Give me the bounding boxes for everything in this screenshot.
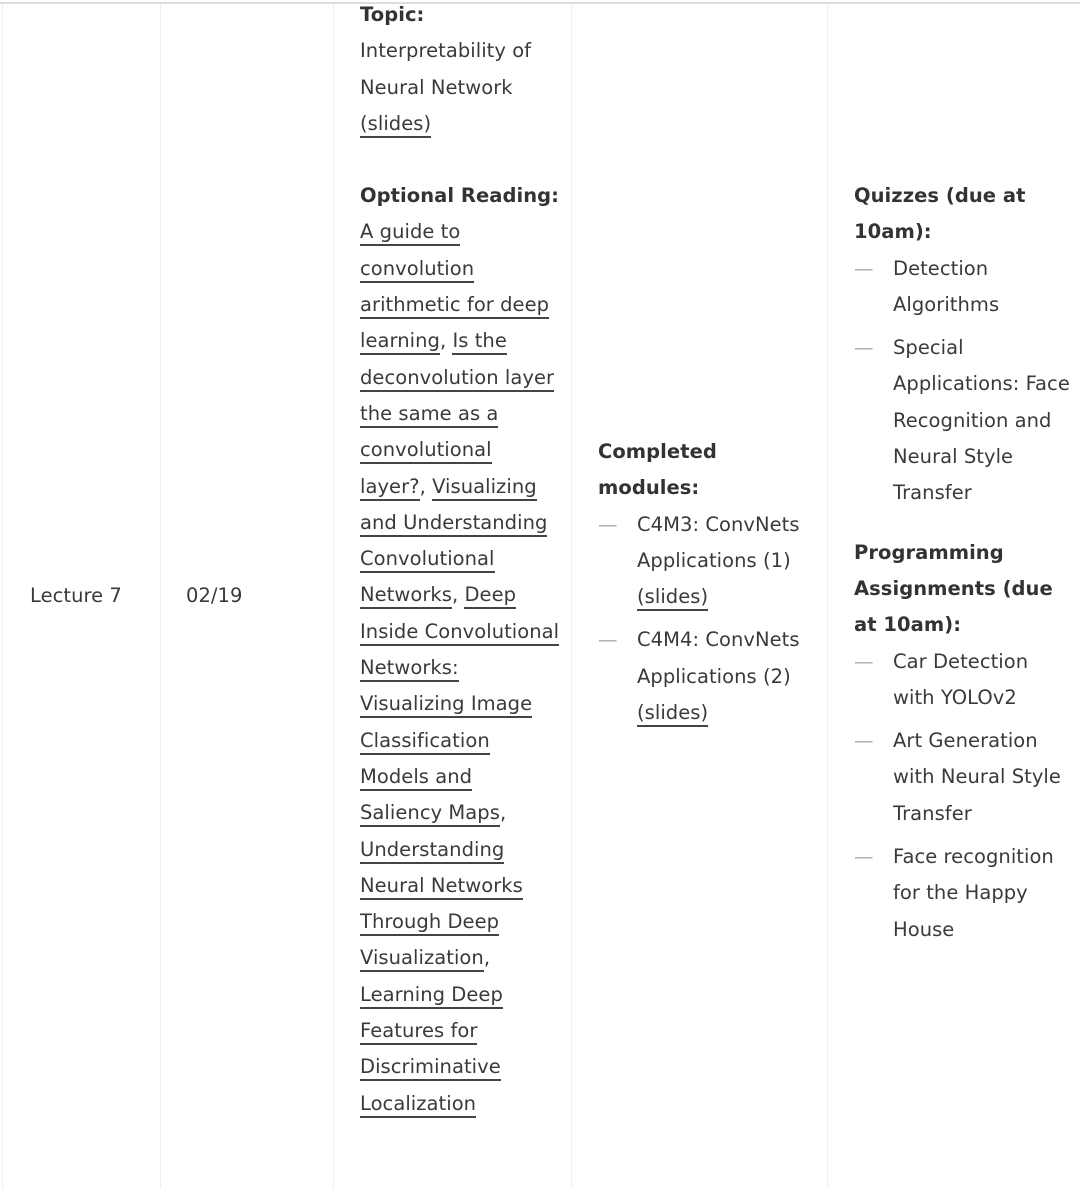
reading-link[interactable]: Visualizing and Understanding Convolutional Networks: [360, 475, 547, 610]
module-item: — C4M3: ConvNets Applications (1) (slides): [598, 507, 818, 616]
column-divider: [333, 4, 334, 1189]
modules-label: Completed modules:: [598, 440, 717, 500]
lecture-cell: Lecture 7: [30, 584, 122, 607]
column-divider: [2, 4, 3, 1189]
dash-icon: —: [854, 649, 874, 673]
assignments-label: Programming Assignments (due at 10am):: [854, 540, 1053, 637]
dash-icon: —: [854, 845, 874, 869]
due-cell: [854, 178, 1074, 955]
column-divider: [827, 4, 828, 1189]
module-slides-link[interactable]: (slides): [637, 585, 708, 611]
topic-slides-link[interactable]: (slides): [360, 112, 431, 138]
column-divider: [571, 4, 572, 1189]
dash-icon: —: [854, 336, 874, 360]
reading-link[interactable]: Learning Deep Features for Discriminative Localization: [360, 983, 503, 1118]
reading-link[interactable]: A guide to convolution arithmetic for deep learning: [360, 220, 549, 355]
module-item: — C4M4: ConvNets Applications (2) (slides): [598, 622, 818, 731]
column-divider: [160, 4, 161, 1189]
topic-text: Interpretability of Neural Network: [360, 39, 532, 99]
modules-cell: [598, 434, 818, 738]
assignment-item: — Car Detection with YOLOv2: [854, 644, 1074, 717]
topic-block: [360, 0, 560, 142]
reading-link[interactable]: Deep Inside Convolutional Networks: Visualizing Image Classification Models and Saliency Maps: [360, 583, 559, 827]
assignment-item: — Art Generation with Neural Style Transfer: [854, 723, 1074, 832]
assignments-list: [854, 644, 1074, 948]
optional-reading-label: Optional Reading:: [360, 184, 559, 208]
date-cell: 02/19: [186, 584, 243, 607]
reading-link[interactable]: Is the deconvolution layer the same as a convolutional layer?: [360, 329, 554, 500]
optional-reading: Optional Reading: A guide to convolution arithmetic for deep learning, Is the deconvolution layer the same as a convolutional layer?, Visualizing and Understanding Convolutional Networks, Deep Inside Convolutional Networks: Visualizing Image Classification Models and Saliency Maps, Understanding Neural Networks Through Deep Visualization, Learning Deep Features for Discriminative Localization: [360, 178, 560, 1122]
reading-link[interactable]: Understanding Neural Networks Through Deep Visualization: [360, 838, 523, 973]
quiz-item: — Special Applications: Face Recognition and Neural Style Transfer: [854, 330, 1074, 511]
dash-icon: —: [854, 256, 874, 280]
quizzes-label: Quizzes (due at 10am):: [854, 184, 1026, 244]
dash-icon: —: [854, 729, 874, 753]
topic-cell: [360, 0, 560, 1122]
module-slides-link[interactable]: (slides): [637, 701, 708, 727]
assignment-item: — Face recognition for the Happy House: [854, 839, 1074, 948]
dash-icon: —: [598, 628, 618, 652]
topic-label: Topic:: [360, 3, 425, 26]
modules-list: [598, 507, 818, 732]
quizzes-list: [854, 251, 1074, 512]
quiz-item: — Detection Algorithms: [854, 251, 1074, 324]
dash-icon: —: [598, 512, 618, 536]
